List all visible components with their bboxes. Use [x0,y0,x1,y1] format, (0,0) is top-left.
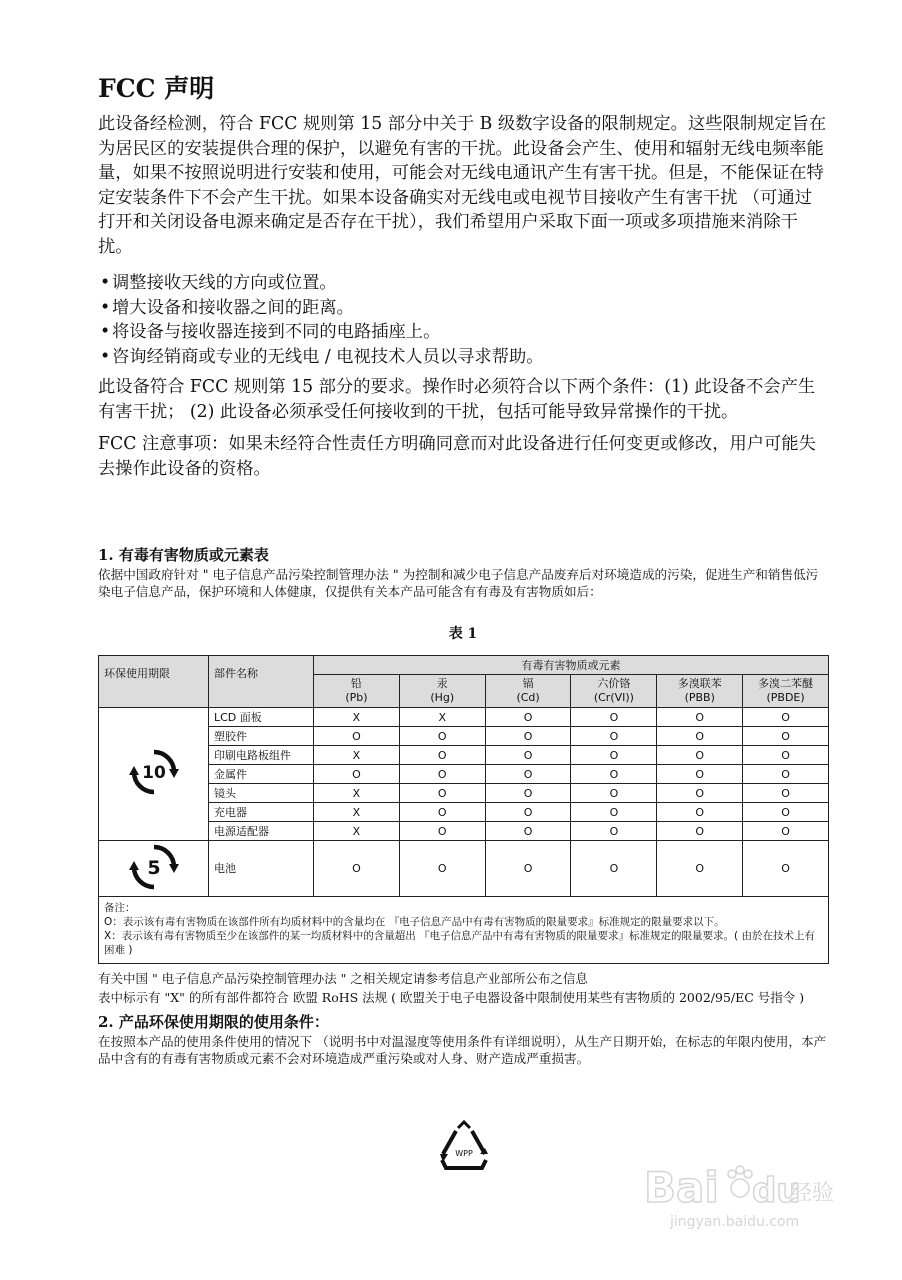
part-name: 充电器 [209,803,314,822]
mark-cell: O [657,708,743,727]
hazardous-substance-table [98,655,829,964]
mark-cell: O [314,727,400,746]
mark-cell: O [657,803,743,822]
mark-cell: O [571,727,657,746]
mark-cell: O [657,765,743,784]
mark-cell: O [399,803,485,822]
part-name: 电源适配器 [209,822,314,841]
header-period: 环保使用期限 [99,656,209,708]
list-item: • 将设备与接收器连接到不同的电路插座上。 [98,320,828,345]
environmental-period-5-icon [129,842,179,892]
list-item: • 调整接收天线的方向或位置。 [98,271,828,296]
mark-cell: O [571,708,657,727]
mark-cell: O [571,746,657,765]
regulation-reference: 有关中国 " 电子信息产品污染控制管理办法 " 之相关规定请参考信息产业部所公布之信息 [98,971,588,986]
mark-cell: O [743,746,829,765]
fcc-paragraph-2: 此设备符合 FCC 规则第 15 部分的要求。操作时必须符合以下两个条件：(1) 此设备不会产生有害干扰； (2) 此设备必须承受任何接收到的干扰，包括可能导致异常操作的干扰。 [98,377,816,422]
mark-cell: O [399,746,485,765]
mark-cell: O [657,841,743,897]
svg-text:du: du [752,1171,801,1211]
mark-cell: O [657,746,743,765]
period-10-cell [99,708,209,841]
mark-cell: O [485,746,571,765]
header-substance: 六价铬 (Cr(VI)) [571,675,657,708]
paw-icon [728,1166,752,1197]
mark-cell: O [399,822,485,841]
header-substance: 镉 (Cd) [485,675,571,708]
notes-label: 备注： [104,902,136,914]
mark-cell: O [743,784,829,803]
header-substance: 汞 (Hg) [399,675,485,708]
mark-cell: X [314,822,400,841]
mark-cell: O [571,803,657,822]
notes-o-definition: O：表示该有毒有害物质在该部件所有均质材料中的含量均在 『电子信息产品中有毒有害物质的限量要求』标准规定的限量要求以下。 [104,916,725,928]
mark-cell: O [571,841,657,897]
part-name: 金属件 [209,765,314,784]
fcc-paragraph-1: 此设备经检测，符合 FCC 规则第 15 部分中关于 B 级数字设备的限制规定。这些限制规定旨在为居民区的安装提供合理的保护，以避免有害的干扰。此设备会产生、使用和辐射无线电频率能量，如果不按照说明进行安装和使用，可能会对无线电通讯产生有害干扰。但是，不能保证在特定安装条件下不会产生干扰。如果本设备确实对无线电或电视节目接收产生有害干扰 （可通过打开和关闭设备电源来确定是否存在干扰），我们希望用户采取下面一项或多项措施来消除干扰。 [98,114,827,257]
table-notes-row [99,897,829,964]
mark-cell: O [743,822,829,841]
table-notes [99,897,829,964]
svg-text:jingyan.baidu.com: jingyan.baidu.com [670,1214,800,1230]
table-row [99,784,829,803]
list-item: • 咨询经销商或专业的无线电 / 电视技术人员以寻求帮助。 [98,345,828,370]
mark-cell: O [485,784,571,803]
svg-text:Bai: Bai [644,1163,719,1212]
section-2-text: 在按照本产品的使用条件使用的情况下 （说明书中对温湿度等使用条件有详细说明），从生产日期开始，在标志的年限内使用，本产品中含有的有毒有害物质或元素不会对环境造成严重污染或对人身、财产造成严重损害。 [98,1034,827,1066]
part-name: 电池 [209,841,314,897]
mark-cell: O [485,822,571,841]
table-row [99,708,829,727]
table-row [99,822,829,841]
header-substance-group: 有毒有害物质或元素 [314,656,829,675]
part-name: LCD 面板 [209,708,314,727]
mark-cell: O [399,765,485,784]
mark-cell: X [314,784,400,803]
header-part: 部件名称 [209,656,314,708]
svg-text:经验: 经验 [790,1181,835,1206]
mark-cell: O [743,841,829,897]
mark-cell: O [571,784,657,803]
mark-cell: O [485,841,571,897]
mark-cell: O [314,841,400,897]
mark-cell: X [314,746,400,765]
svg-text:5: 5 [146,856,161,879]
section-1-intro: 依据中国政府针对 " 电子信息产品污染控制管理办法 " 为控制和减少电子信息产品废弃后对环境造成的污染，促进生产和销售低污染电子信息产品，保护环境和人体健康，仅提供有关本产品可能含有有毒及有害物质如后： [98,567,819,599]
mark-cell: X [399,708,485,727]
rohs-section [98,545,828,1067]
part-name: 塑胶件 [209,727,314,746]
mark-cell: O [485,727,571,746]
table-row [99,746,829,765]
baidu-jingyan-watermark [640,1140,840,1240]
mark-cell: O [743,765,829,784]
mark-cell: O [571,765,657,784]
mark-cell: O [657,727,743,746]
table-caption: 表 1 [448,626,478,642]
mark-cell: O [399,784,485,803]
mark-cell: O [743,708,829,727]
fcc-title: FCC 声明 [98,74,215,103]
mark-cell: O [485,803,571,822]
table-row [99,841,829,897]
table-row [99,727,829,746]
mark-cell: O [399,727,485,746]
table-row [99,803,829,822]
mark-cell: X [314,803,400,822]
table-row [99,765,829,784]
mark-cell: O [571,822,657,841]
fcc-measures-list [98,271,828,369]
section-2-heading: 2. 产品环保使用期限的使用条件： [98,1013,329,1031]
header-substance: 铅 (Pb) [314,675,400,708]
header-substance: 多溴二苯醚 (PBDE) [743,675,829,708]
svg-text:10: 10 [141,763,166,783]
mark-cell: O [485,708,571,727]
fcc-statement [98,72,828,481]
environmental-period-10-icon [129,747,179,797]
recycle-icon [434,1118,494,1178]
mark-cell: O [743,803,829,822]
part-name: 镜头 [209,784,314,803]
header-substance: 多溴联苯 (PBB) [657,675,743,708]
mark-cell: O [485,765,571,784]
section-1-heading: 1. 有毒有害物质或元素表 [98,546,269,564]
mark-cell: O [657,822,743,841]
mark-cell: O [743,727,829,746]
rohs-compliance-note: 表中标示有 "X" 的所有部件都符合 欧盟 RoHS 法规 ( 欧盟关于电子电器设备中限制使用某些有害物质的 2002/95/EC 号指令 ) [98,990,805,1005]
mark-cell: O [314,765,400,784]
rohs-after-notes [98,970,828,1006]
mark-cell: O [399,841,485,897]
list-item: • 增大设备和接收器之间的距离。 [98,296,828,321]
part-name: 印刷电路板组件 [209,746,314,765]
fcc-paragraph-3: FCC 注意事项：如果未经符合性责任方明确同意而对此设备进行任何变更或修改，用户可能失去操作此设备的资格。 [98,434,816,479]
period-5-cell [99,841,209,897]
mark-cell: O [657,784,743,803]
svg-text:WPP: WPP [455,1149,473,1158]
notes-x-definition: X：表示该有毒有害物质至少在该部件的某一均质材料中的含量超出 『电子信息产品中有毒有害物质的限量要求』标准规定的限量要求。( 由於在技术上有困难 ) [104,930,815,956]
mark-cell: X [314,708,400,727]
